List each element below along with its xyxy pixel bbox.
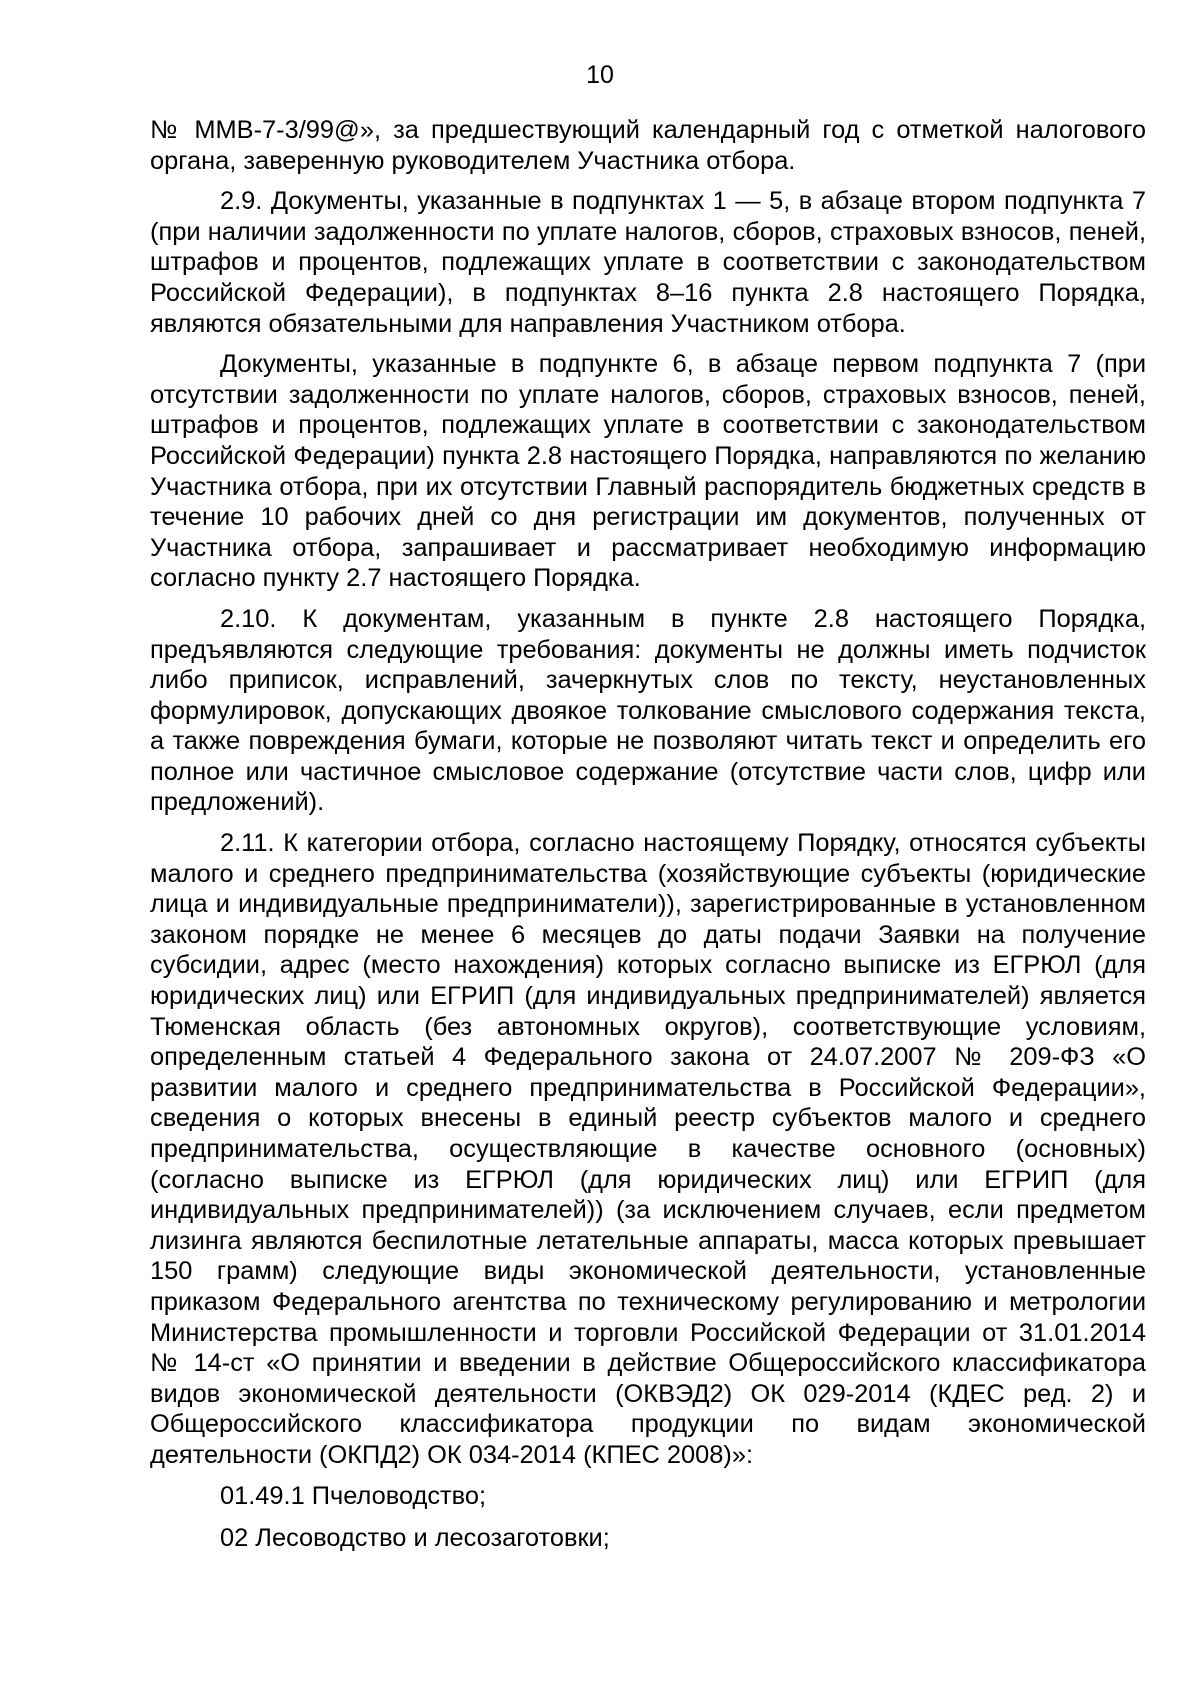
document-body — [150, 115, 1146, 1566]
list-item-beekeeping: 01.49.1 Пчеловодство; — [220, 1481, 487, 1510]
paragraph-optional-documents: Документы, указанные в подпункте 6, в абзаце первом подпункта 7 (при отсутствии задолженности по уплате налогов, сборов, страховых взносов, пеней, штрафов и процентов, подлежащих уплате в соответствии с законодательством Российской Федерации) пункта 2.8 настоящего Порядка, направляются по желанию Участника отбора, при их отсутствии Главный распорядитель бюджетных средств в течение 10 рабочих дней со дня регистрации им документов, полученных от Участника отбора, запрашивает и рассматривает необходимую информацию согласно пункту 2.7 настоящего Порядка. — [150, 350, 1146, 593]
page-number: 10 — [586, 61, 614, 89]
paragraph-2-9: 2.9. Документы, указанные в подпунктах 1 — 5, в абзаце втором подпункта 7 (при наличии задолженности по уплате налогов, сборов, страховых взносов, пеней, штрафов и процентов, подлежащих уплате в соответствии с законодательством Российской Федерации), в подпунктах 8–16 пункта 2.8 настоящего Порядка, являются обязательными для направления Участником отбора. — [150, 187, 1146, 338]
list-item-forestry: 02 Лесоводство и лесозаготовки; — [220, 1524, 610, 1553]
paragraph-continuation: № ММВ-7-3/99@», за предшествующий календарный год с отметкой налогового органа, заверенную руководителем Участника отбора. — [150, 116, 1146, 175]
paragraph-2-10: 2.10. К документам, указанным в пункте 2.8 настоящего Порядка, предъявляются следующие требования: документы не должны иметь подчисток либо приписок, исправлений, зачеркнутых слов по тексту, неустановленных формулировок, допускающих двоякое толкование смыслового содержания текста, а также повреждения бумаги, которые не позволяют читать текст и определить его полное или частичное смысловое содержание (отсутствие части слов, цифр или предложений). — [150, 604, 1146, 817]
paragraph-2-11: 2.11. К категории отбора, согласно настоящему Порядку, относятся субъекты малого и среднего предпринимательства (хозяйствующие субъекты (юридические лица и индивидуальные предприниматели)), зарегистрированные в установленном законом порядке не менее 6 месяцев до даты подачи Заявки на получение субсидии, адрес (место нахождения) которых согласно выписке из ЕГРЮЛ (для юридических лиц) или ЕГРИП (для индивидуальных предпринимателей) является Тюменская область (без автономных округов), соответствующие условиям, определенным статьей 4 Федерального закона от 24.07.2007 № 209-ФЗ «О развитии малого и среднего предпринимательства в Российской Федерации», сведения о которых внесены в единый реестр субъектов малого и среднего предпринимательства, осуществляющие в качестве основного (основных) (согласно выписке из ЕГРЮЛ (для юридических лиц) или ЕГРИП (для индивидуальных предпринимателей)) (за исключением случаев, если предметом лизинга являются беспилотные летательные аппараты, масса которых превышает 150 грамм) следующие виды экономической деятельности, установленные приказом Федерального агентства по техническому регулированию и метрологии Министерства промышленности и торговли Российской Федерации от 31.01.2014 № 14-ст «О принятии и введении в действие Общероссийского классификатора видов экономической деятельности (ОКВЭД2) ОК 029-2014 (КДЕС ред. 2) и Общероссийского классификатора продукции по видам экономической деятельности (ОКПД2) ОК 034-2014 (КПЕС 2008)»: — [150, 829, 1146, 1469]
